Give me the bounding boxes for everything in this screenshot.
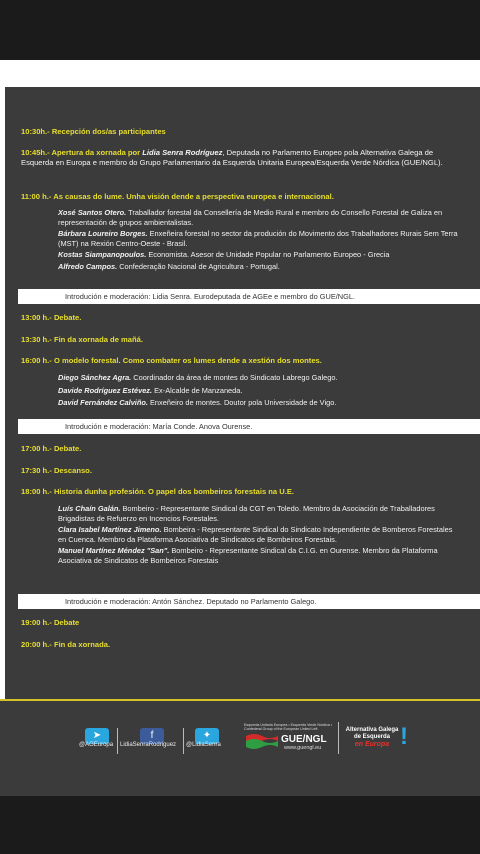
speaker — [58, 546, 458, 565]
item-time: 13:00 h.- — [21, 313, 52, 322]
divider — [117, 728, 118, 754]
age-line2: de Esquerda — [353, 734, 390, 740]
telegram-icon[interactable]: ➤ — [85, 728, 109, 744]
speaker-name: David Fernández Calviño. — [58, 398, 148, 408]
item-title: Debate — [53, 618, 80, 627]
speakers-list-2 — [58, 373, 458, 410]
age-logo — [344, 727, 400, 748]
item-title: Recepción dos/as participantes — [51, 127, 166, 136]
schedule-item — [21, 192, 461, 202]
speaker-name: Xosé Santos Otero. — [58, 208, 127, 217]
speaker-desc: , Deputada no Parlamento Europeo pola Alternativa Galega de Esquerda en Europa e membro do Grupo Parlamentario da Esquerda Unitaria Europea/Esquerda Verde Nórdica (GUE/NGL). — [21, 148, 443, 167]
social-label[interactable]: LidiaSenraRodriguez — [120, 742, 177, 748]
twitter-icon[interactable]: ✦ — [195, 728, 219, 744]
gue-url[interactable]: www.guengl.eu — [284, 745, 322, 751]
item-title: Debate. — [53, 444, 82, 453]
speaker-name: Lidia Senra Rodríguez — [142, 148, 223, 157]
item-time: 10:30h.- — [21, 127, 50, 136]
speaker-desc: Bombeira - Representante Sindical do Sindicato Independiente de Bomberos Forestales en Cuenca. Membro da Plataforma Asociativa de Sindicatos de Bombeiros Forestais. — [58, 525, 453, 544]
item-time: 17:00 h.- — [21, 444, 52, 453]
schedule-item — [21, 640, 461, 650]
item-time: 16:00 h.- — [21, 356, 52, 365]
speaker-desc: Traballador forestal da Consellería de Medio Rural e membro do Consello Forestal de Galiza en representación de grupos ambientalistas. — [58, 208, 443, 227]
speaker-name: Alfredo Campos. — [58, 261, 118, 271]
speaker — [58, 398, 458, 408]
exclamation-icon: ! — [400, 723, 408, 750]
item-title: As causas do lume. Unha visión dende a perspectiva europea e internacional. — [53, 192, 334, 201]
speaker — [58, 373, 458, 383]
item-title: Apertura da xornada por — [51, 148, 143, 157]
footer — [0, 701, 480, 796]
schedule-item — [21, 335, 461, 345]
speaker-desc: Ex-Alcalde de Manzaneda. — [152, 385, 243, 395]
speaker — [58, 262, 458, 272]
moderation-text: Introdución e moderación: Antón Sánchez. Deputado no Parlamento Galego. — [65, 597, 317, 606]
age-line3: en Europa — [354, 741, 390, 748]
bottom-bar — [0, 796, 480, 854]
moderation-text: Introdución e moderación: María Conde. Anova Ourense. — [65, 422, 253, 431]
schedule-item — [21, 356, 461, 366]
item-time: 19:00 h.- — [21, 618, 52, 627]
moderation-text: Introdución e moderación: Lidia Senra. Eurodeputada de AGEe e membro do GUE/NGL. — [65, 292, 356, 301]
speaker-desc: Coordinador da área de montes do Sindicato Labrego Galego. — [131, 373, 338, 382]
speaker — [58, 386, 458, 396]
item-time: 18:00 h.- — [21, 487, 52, 496]
gue-logo-text: GUE/NGL — [281, 734, 327, 745]
item-time: 17:30 h.- — [21, 466, 52, 475]
speaker — [58, 229, 458, 248]
moderation-box — [18, 594, 480, 609]
speaker-desc: Economista. Asesor de Unidade Popular no Parlamento Europeo - Grecia — [146, 250, 390, 260]
speaker-name: Kostas Siampanopoulos. — [58, 250, 147, 260]
speaker-desc: Bombeiro - Representante Sindical da CGT en Toledo. Membro da Asociación de Traballadores Brigadistas de Refuerzo en Incencios Forestales. — [58, 504, 435, 523]
item-title: Historia dunha profesión. O papel dos bombeiros forestais na U.E. — [53, 487, 295, 496]
moderation-box — [18, 419, 480, 434]
gue-flag-logo — [244, 730, 280, 750]
item-title: O modelo forestal. Como combater os lumes dende a xestión dos montes. — [53, 356, 322, 365]
schedule-item — [21, 313, 461, 323]
schedule-item — [21, 148, 461, 168]
speaker — [58, 250, 458, 260]
item-time: 11:00 h.- — [21, 192, 52, 201]
speaker-desc: Bombeiro - Representante Sindical da C.I.G. en Ourense. Membro da Plataforma Asociativa de Sindicatos de Bombeiros Forestais — [58, 546, 438, 565]
item-title: Debate. — [53, 313, 82, 322]
speaker-name: Luís Chaín Galán. — [58, 504, 121, 513]
age-line1: Alternativa Galega — [345, 727, 399, 733]
divider — [0, 699, 480, 701]
gue-tagline: Esquerda Unitaria Europea • Esquerda Verde Nórdica • Confederal Group of the European United Left — [244, 723, 333, 731]
social-label[interactable]: @AGEuropa — [79, 742, 114, 748]
divider — [338, 722, 339, 754]
speaker — [58, 208, 458, 227]
facebook-icon[interactable]: f — [140, 728, 164, 744]
speakers-list-3 — [58, 504, 458, 568]
speakers-list-1 — [58, 208, 458, 274]
schedule-item — [21, 618, 461, 628]
speaker-name: Clara Isabel Martínez Jimeno. — [58, 525, 162, 535]
speaker-desc: Enxeñeiro de montes. Doutor pola Universidade de Vigo. — [147, 398, 337, 408]
speaker-name: Davide Rodríguez Estévez. — [58, 385, 153, 395]
schedule-item — [21, 127, 461, 137]
top-bar — [0, 0, 480, 60]
item-title: Fin da xornada de mañá. — [53, 335, 143, 344]
item-title: Descanso. — [53, 466, 92, 475]
speaker-desc: Enxeñeira forestal no sector da produción do Movimento dos Trabalhadores Rurais Sem Terra (MST) na Rexión Centro-Oeste - Brasil. — [58, 229, 458, 248]
speaker-name: Diego Sánchez Agra. — [58, 373, 132, 382]
speaker — [58, 525, 458, 544]
item-time: 10:45h.- — [21, 148, 50, 157]
social-label[interactable]: @LidiaSenra — [186, 742, 221, 748]
item-title: Fin da xornada. — [53, 640, 111, 649]
moderation-box — [18, 289, 480, 304]
item-time: 13:30 h.- — [21, 335, 52, 344]
speaker — [58, 504, 458, 523]
schedule-item — [21, 466, 461, 476]
item-time: 20:00 h.- — [21, 640, 52, 649]
schedule-item — [21, 444, 461, 454]
schedule-item — [21, 487, 461, 497]
divider — [183, 728, 184, 754]
speaker-name: Bárbara Loureiro Borges. — [58, 229, 148, 239]
speaker-desc: Confederação Nacional de Agricultura - Portugal. — [117, 261, 280, 271]
speaker-name: Manuel Martínez Méndez "San". — [58, 546, 170, 556]
